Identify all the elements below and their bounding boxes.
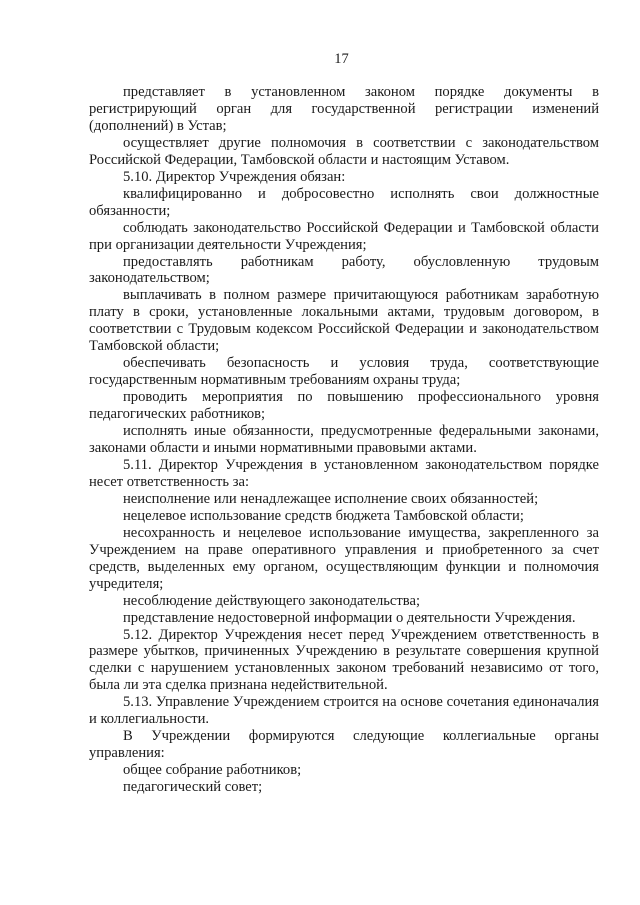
paragraph-other-powers: осуществляет другие полномочия в соответствии с законодательством Российской Федерации, Тамбовской области и настоящим Уставом.: [89, 134, 599, 168]
list-item-pedagogical-council: педагогический совет;: [123, 779, 263, 796]
paragraph-5-11-heading: 5.11. Директор Учреждения в установленном законодательством порядке несет ответственность за:: [89, 456, 599, 490]
paragraph-duty-pay-salary: выплачивать в полном размере причитающуюся работникам заработную плату в сроки, установленные локальными актами, трудовым договором, в соответствии с Трудовым кодексом Российской Федерации и законодательством Тамбовской области;: [89, 287, 599, 355]
paragraph-submit-documents: представляет в установленном законом порядке документы в регистрирующий орган для государственной регистрации изменений (дополнений) в Устав;: [89, 84, 599, 134]
paragraph-liability-property: несохранность и нецелевое использование имущества, закрепленного за Учреждением на праве оперативного управления и приобретенного за счет средств, выделенных ему органом, осуществляющим функции и полномочия учредителя;: [89, 524, 599, 592]
paragraph-5-10-heading: 5.10. Директор Учреждения обязан:: [123, 168, 346, 185]
document-text: [89, 84, 599, 796]
paragraph-liability-nonperformance: неисполнение или ненадлежащее исполнение своих обязанностей;: [123, 490, 539, 507]
paragraph-duty-provide-work: предоставлять работникам работу, обусловленную трудовым законодательством;: [89, 253, 599, 287]
paragraph-duty-comply-law: соблюдать законодательство Российской Федерации и Тамбовской области при организации деятельности Учреждения;: [89, 219, 599, 253]
paragraph-liability-budget-misuse: нецелевое использование средств бюджета Тамбовской области;: [123, 507, 524, 524]
paragraph-duty-training: проводить мероприятия по повышению профессионального уровня педагогических работников;: [89, 389, 599, 423]
paragraph-duty-safety: обеспечивать безопасность и условия труда, соответствующие государственным нормативным требованиям охраны труда;: [89, 355, 599, 389]
paragraph-5-13: 5.13. Управление Учреждением строится на основе сочетания единоначалия и коллегиальности.: [89, 694, 599, 728]
paragraph-collegial-bodies: В Учреждении формируются следующие коллегиальные органы управления:: [89, 728, 599, 762]
page-number: 17: [334, 51, 349, 67]
paragraph-liability-false-info: представление недостоверной информации о деятельности Учреждения.: [123, 609, 576, 626]
paragraph-duty-qualified: квалифицированно и добросовестно исполнять свои должностные обязанности;: [89, 185, 599, 219]
paragraph-5-12: 5.12. Директор Учреждения несет перед Учреждением ответственность в размере убытков, причиненных Учреждению в результате совершения крупной сделки с нарушением установленных законом требований независимо от того, была ли эта сделка признана недействительной.: [89, 626, 599, 694]
list-item-general-meeting: общее собрание работников;: [123, 762, 302, 779]
paragraph-liability-law: несоблюдение действующего законодательства;: [123, 592, 420, 609]
paragraph-duty-other: исполнять иные обязанности, предусмотренные федеральными законами, законами области и иными нормативными правовыми актами.: [89, 423, 599, 457]
